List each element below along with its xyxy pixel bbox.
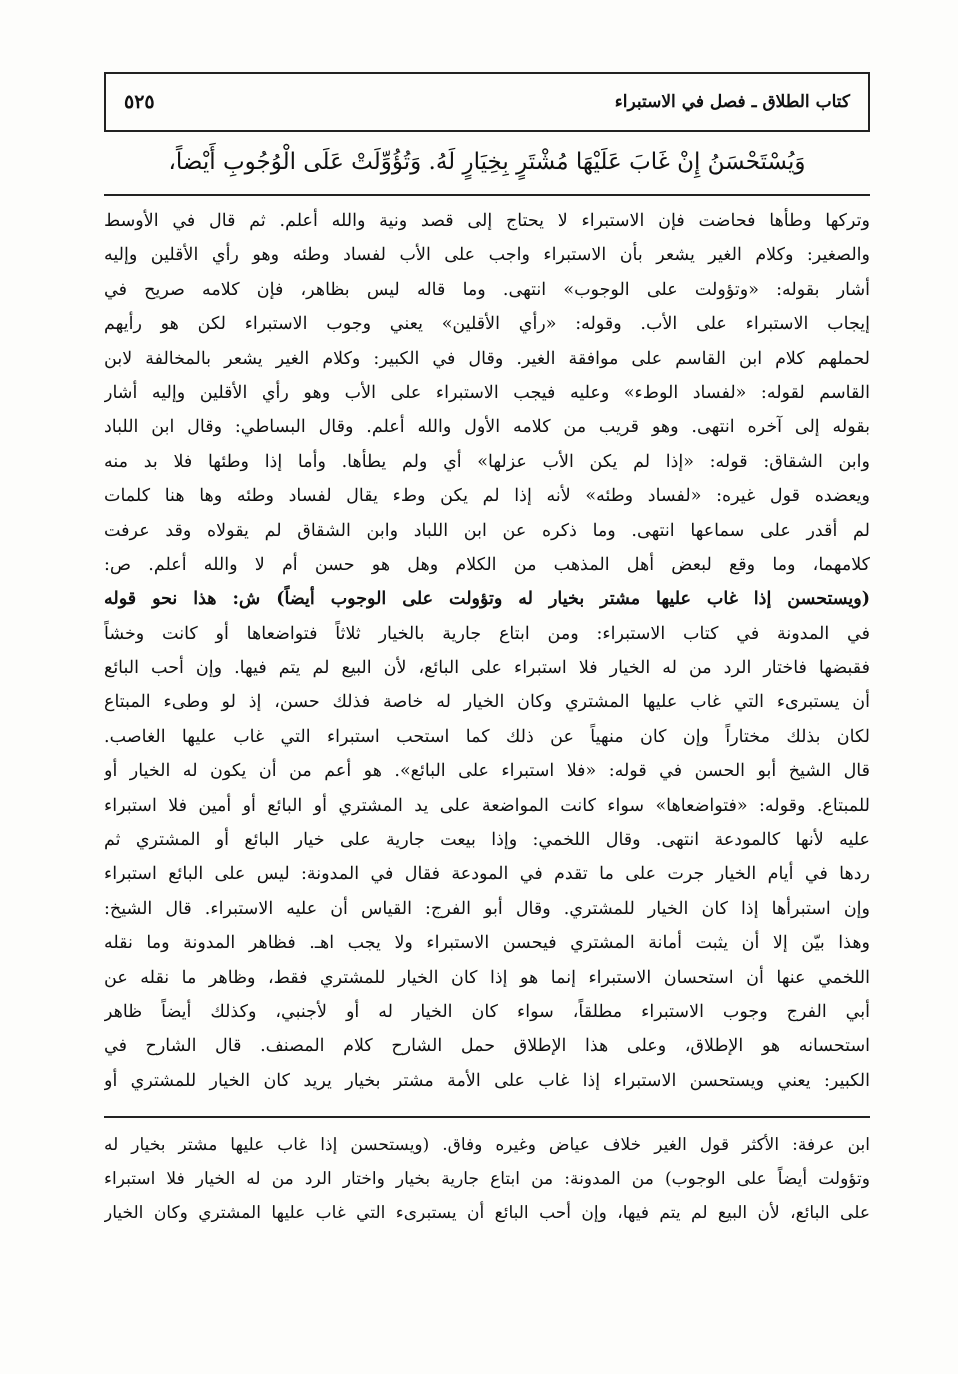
- running-header: [104, 72, 870, 132]
- commentary-line: الكبير: يعني ويستحسن الاستبراء إذا غاب على الأمة مشتر بخيار يريد كان الخيار للمشتري أو: [104, 1070, 870, 1091]
- commentary-line: إيجاب الاستبراء على الأب. وقوله: «رأي الأقلين» يعني وجوب الاستبراء لكن هو رأيهم: [104, 314, 870, 335]
- commentary-line-quoted-matn: (ويستحسن إذا غاب عليها مشتر بخيار له وتؤولت على الوجوب أيضاً) ش: هذا نحو قوله: [104, 589, 870, 610]
- commentary-line: ردها في أيام الخيار جرت على ما تقدم في المودعة فقال في المدونة: ليس على البائع استبراء: [104, 864, 870, 885]
- commentary-line: في المدونة في كتاب الاستبراء: ومن ابتاع جارية بالخيار ثلاثاً فتواضعاها أو كانت وخشاً: [104, 623, 870, 644]
- commentary-line: لكان بذلك مختاراً وإن كان منهياً عن ذلك كما استحب استبراء التي غاب عليها الغاصب.: [104, 726, 870, 747]
- commentary-line: وابن الشقاق: قوله: «إذا لم يكن الأب عزلها» أي ولم يطأها. وأما إذا وطئها فلا بد منه: [104, 451, 870, 472]
- commentary-line: وتركها وطأها فحاضت فإن الاستبراء لا يحتاج إلى قصد ونية والله أعلم. ثم قال في الأوسط: [104, 211, 870, 231]
- commentary-block: [104, 204, 870, 1098]
- commentary-line: للمبتاع. وقوله: «فتواضعاها» سواء كانت المواضعة على يد المشتري أو البائع أو أمين فلا استبراء: [104, 795, 870, 816]
- commentary-line: والصغير: وكلام الغير يشعر بأن الاستبراء واجب على الأب لفساد وطئه وهو رأي الأقلين وإليه: [104, 245, 870, 266]
- commentary-line: لم أقدر على سماعها انتهى. وما ذكره عن ابن اللباد وابن الشقاق لم يقولاه وقد عرفت: [104, 520, 870, 541]
- commentary-line: القاسم لقوله: «لفساد الوطء» وعليه فيجب الاستبراء على الأب وهو رأي الأقلين وإليه أشار: [104, 382, 870, 403]
- commentary-line: أشار بقوله: «وتؤولت على الوجوب» انتهى. وما قاله ليس بظاهر، فإن كلامه صريح في: [104, 279, 870, 300]
- page: [104, 72, 870, 1230]
- commentary-line: عليه لأنها كالمودعة انتهى. وقال اللخمي: وإذا بيعت جارية على خيار البائع أو المشتري ثم: [104, 830, 870, 851]
- commentary-line: كلامهما، وما وقع لبعض أهل المذهب من الكلام وهل هو حسن أم لا والله أعلم. ص:: [104, 554, 870, 575]
- footnote-line: وتؤولت أيضاً على الوجوب) من المدونة: من ابتاع جارية بخيار واختار الرد من له الخيار فلا استبراء: [104, 1169, 870, 1190]
- matn-divider: [104, 194, 870, 196]
- footnote-block: [104, 1128, 870, 1230]
- commentary-line: اللخمي عنها أن استحسان الاستبراء إنما هو إذا كان الخيار للمشتري فقط، وظاهر ما نقله عن: [104, 967, 870, 988]
- commentary-line: استحسانه هو الإطلاق، وعلى هذا الإطلاق حمل الشارح كلام المصنف. قال الشارح في: [104, 1036, 870, 1057]
- commentary-line: وهذا بيّن إلا أن يثبت أمانة المشتري فيحسن الاستبراء ولا يجب اهـ. فظاهر المدونة وما نقله: [104, 933, 870, 954]
- footnote-line: ابن عرفة: الأكثر قول الغير خلاف عياض وغيره وفاق. (ويستحسن إذا غاب عليها مشتر بخيار له: [104, 1135, 870, 1156]
- matn-text: وَيُسْتَحْسَنُ إِنْ غَابَ عَلَيْهَا مُشْتَرٍ بِخِيَارٍ لَهُ. وَتُؤُوِّلَتْ عَلَى الْوُجُوبِ أَيْضاً،: [168, 149, 806, 175]
- chapter-title: كتاب الطلاق ـ فصل في الاستبراء: [614, 92, 850, 112]
- commentary-line: لحملهم كلام ابن القاسم على موافقة الغير. وقال في الكبير: وكلام الغير يشعر بالمخالفة لابن: [104, 348, 870, 369]
- page-number: ٥٢٥: [124, 91, 155, 113]
- footnote-divider: [104, 1116, 870, 1118]
- commentary-line: وإن استبرأها إذا كان الخيار للمشتري. وقال أبو الفرج: القياس أن عليه الاستبراء. قال الشيخ:: [104, 898, 870, 919]
- commentary-line: بقوله إلى آخره انتهى. وهو قريب من كلامه الأول والله أعلم. وقال البساطي: وقال ابن اللباد: [104, 417, 870, 438]
- commentary-line: ويعضده قول غيره: «لفساد وطئه» لأنه إذا لم يكن وطء يقال لفساد وطئه وها هنا كلمات: [104, 486, 870, 507]
- commentary-line: قال الشيخ أبو الحسن في قوله: «فلا استبراء على البائع». هو أعم من أن يكون له الخيار أو: [104, 761, 870, 782]
- footnote-line: على البائع، لأن البيع لم يتم فيها، وإن أحب البائع أن يستبرىء التي غاب عليها المشتري وكان الخيار: [104, 1203, 870, 1224]
- commentary-line: أن يستبرىء التي غاب عليها المشتري وكان الخيار له خاصة فذلك حسن، إذ لو وطىء المبتاع: [104, 692, 870, 713]
- commentary-line: أبي الفرج وجوب الاستبراء مطلقاً، سواء كان الخيار له أو لأجنبي، وكذلك أيضاً ظاهر: [104, 1001, 870, 1022]
- commentary-line: فقبضها فاختار الرد من له الخيار فلا استبراء على البائع، لأن البيع لم يتم فيها. وإن أحب البائع: [104, 658, 870, 679]
